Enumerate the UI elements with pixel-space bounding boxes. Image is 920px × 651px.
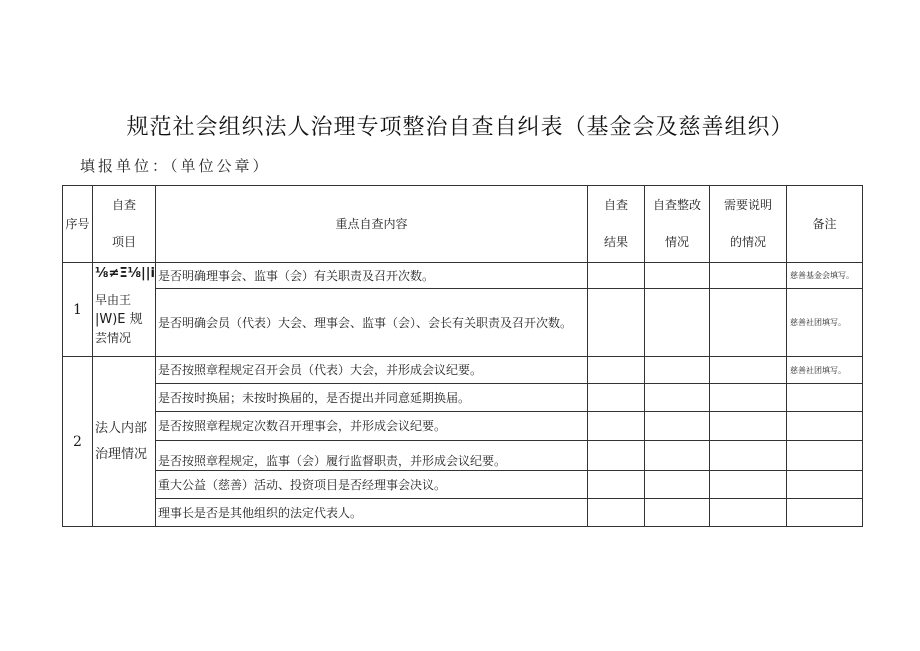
- table-row: [63, 412, 863, 441]
- group-1-item-part1: ⅛≠Ξ⅛||i: [95, 266, 155, 281]
- header-explain-line1: 需要说明: [723, 198, 772, 212]
- table-row: [63, 471, 863, 499]
- remark-cell: 慈善基金会填写。: [787, 263, 863, 289]
- explain-cell[interactable]: [710, 384, 787, 412]
- explain-cell[interactable]: [710, 357, 787, 384]
- header-content: 重点自查内容: [156, 186, 588, 263]
- explain-cell[interactable]: [710, 289, 787, 357]
- table-header-row: [63, 186, 863, 263]
- header-explain: [710, 186, 787, 263]
- content-cell: 是否按照章程规定，监事（会）履行监督职责，并形成会议纪要。: [156, 441, 588, 471]
- table-row: [63, 263, 863, 289]
- rectify-cell[interactable]: [645, 357, 710, 384]
- content-cell: 是否按照章程规定召开会员（代表）大会，并形成会议纪要。: [156, 357, 588, 384]
- header-rectify-line1: 自查整改: [652, 198, 701, 212]
- explain-cell[interactable]: [710, 499, 787, 527]
- table-row: [63, 289, 863, 357]
- header-item-line2: 项目: [111, 235, 136, 249]
- content-cell: 理事长是否是其他组织的法定代表人。: [156, 499, 588, 527]
- rectify-cell[interactable]: [645, 384, 710, 412]
- content-cell: 是否按时换届；未按时换届的，是否提出并同意延期换届。: [156, 384, 588, 412]
- content-cell: 是否按照章程规定次数召开理事会，并形成会议纪要。: [156, 412, 588, 441]
- remark-cell: [787, 441, 863, 471]
- group-1-item-part3: |W)E 规: [95, 312, 143, 327]
- rectify-cell[interactable]: [645, 499, 710, 527]
- remark-cell: 慈善社团填写。: [787, 289, 863, 357]
- header-item: [93, 186, 156, 263]
- remark-cell: [787, 499, 863, 527]
- result-cell[interactable]: [588, 263, 645, 289]
- rectify-cell[interactable]: [645, 263, 710, 289]
- group-2-seq: 2: [63, 357, 93, 527]
- explain-cell[interactable]: [710, 412, 787, 441]
- explain-cell[interactable]: [710, 441, 787, 471]
- content-cell: 是否明确理事会、监事（会）有关职责及召开次数。: [156, 263, 588, 289]
- group-1-item: [93, 263, 156, 357]
- table-row: [63, 357, 863, 384]
- table-row: [63, 384, 863, 412]
- header-rectify-line2: 情况: [664, 235, 689, 249]
- explain-cell[interactable]: [710, 471, 787, 499]
- explain-cell[interactable]: [710, 263, 787, 289]
- header-item-line1: 自查: [111, 198, 136, 212]
- group-2-item: 法人内部治理情况: [93, 357, 156, 527]
- group-1-seq: 1: [63, 263, 93, 357]
- header-explain-line2: 的情况: [729, 235, 766, 249]
- result-cell[interactable]: [588, 357, 645, 384]
- group-1-item-part2: 早由王: [95, 293, 132, 307]
- remark-cell: [787, 471, 863, 499]
- header-result-line2: 结果: [603, 235, 628, 249]
- rectify-cell[interactable]: [645, 471, 710, 499]
- remark-cell: [787, 384, 863, 412]
- header-remark: 备注: [787, 186, 863, 263]
- header-seq: 序号: [63, 186, 93, 263]
- group-1-item-part4: 芸情况: [95, 331, 132, 345]
- content-cell: 是否明确会员（代表）大会、理事会、监事（会）、会长有关职责及召开次数。: [156, 289, 588, 357]
- self-inspection-table: [62, 185, 863, 527]
- result-cell[interactable]: [588, 499, 645, 527]
- header-rectify: [645, 186, 710, 263]
- rectify-cell[interactable]: [645, 412, 710, 441]
- result-cell[interactable]: [588, 471, 645, 499]
- header-result-line1: 自查: [603, 198, 628, 212]
- remark-cell: 慈善社团填写。: [787, 357, 863, 384]
- rectify-cell[interactable]: [645, 289, 710, 357]
- result-cell[interactable]: [588, 289, 645, 357]
- table-row: [63, 499, 863, 527]
- remark-cell: [787, 412, 863, 441]
- page-title: 规范社会组织法人治理专项整治自查自纠表（基金会及慈善组织）: [126, 115, 794, 140]
- result-cell[interactable]: [588, 384, 645, 412]
- rectify-cell[interactable]: [645, 441, 710, 471]
- content-cell: 重大公益（慈善）活动、投资项目是否经理事会决议。: [156, 471, 588, 499]
- header-result: [588, 186, 645, 263]
- result-cell[interactable]: [588, 441, 645, 471]
- reporting-unit-line: 填报单位：（单位公章）: [80, 157, 271, 175]
- result-cell[interactable]: [588, 412, 645, 441]
- table-row: [63, 441, 863, 471]
